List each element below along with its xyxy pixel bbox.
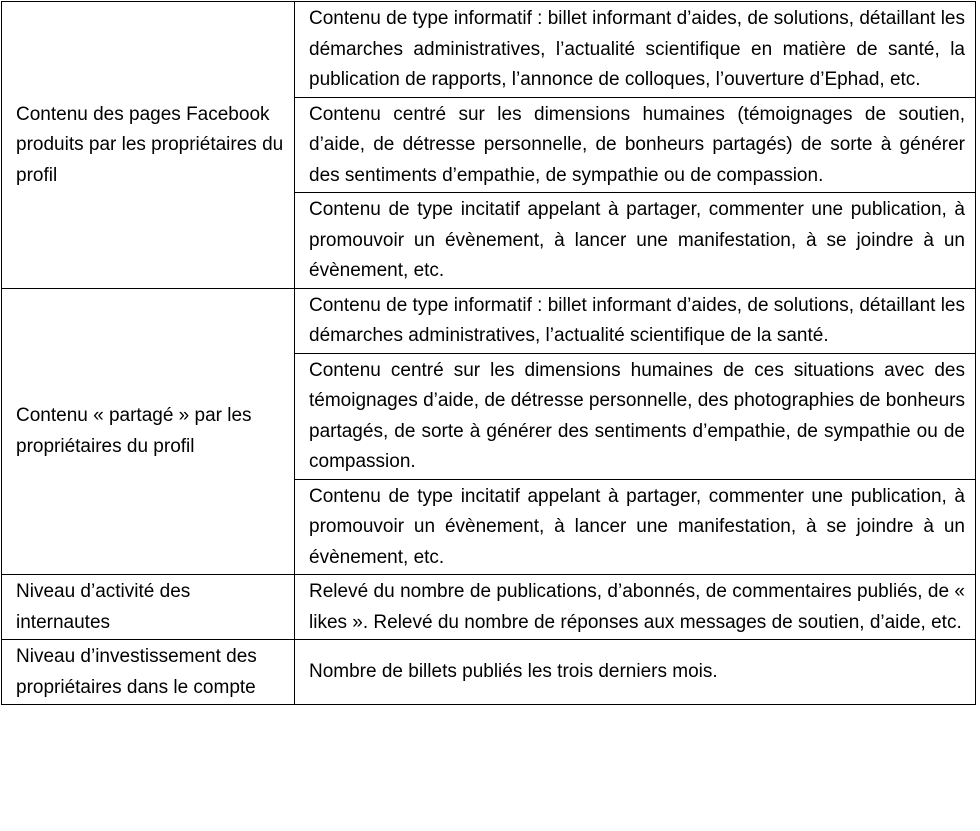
table-row (2, 2, 976, 98)
table-row (2, 575, 976, 640)
description-cell: Contenu de type informatif : billet informant d’aides, de solutions, détaillant les démarches administratives, l’actualité scientifique en matière de santé, la publication de rapports, l’annonce de colloques, l’ouverture d’Ephad, etc. (295, 2, 976, 98)
description-cell: Relevé du nombre de publications, d’abonnés, de commentaires publiés, de « likes ». Relevé du nombre de réponses aux messages de soutien, d’aide, etc. (295, 575, 976, 640)
content-analysis-table (1, 1, 976, 705)
row-label-activite-internautes: Niveau d’activité des internautes (2, 575, 295, 640)
row-label-investissement-proprietaires: Niveau d’investissement des propriétaires dans le compte (2, 640, 295, 705)
description-cell: Nombre de billets publiés les trois derniers mois. (295, 640, 976, 705)
row-label-contenu-partage: Contenu « partagé » par les propriétaires du profil (2, 288, 295, 575)
description-cell: Contenu centré sur les dimensions humaines de ces situations avec des témoignages d’aide, de détresse personnelle, des photographies de bonheurs partagés, de sorte à générer des sentiments d’empathie, de sympathie ou de compassion. (295, 353, 976, 479)
table-row (2, 288, 976, 353)
description-cell: Contenu de type incitatif appelant à partager, commenter une publication, à promouvoir un évènement, à lancer une manifestation, à se joindre à un évènement, etc. (295, 479, 976, 575)
row-label-pages-produits: Contenu des pages Facebook produits par les propriétaires du profil (2, 2, 295, 289)
description-cell: Contenu de type incitatif appelant à partager, commenter une publication, à promouvoir un évènement, à lancer une manifestation, à se joindre à un évènement, etc. (295, 193, 976, 289)
table-row (2, 640, 976, 705)
description-cell: Contenu de type informatif : billet informant d’aides, de solutions, détaillant les démarches administratives, l’actualité scientifique de la santé. (295, 288, 976, 353)
description-cell: Contenu centré sur les dimensions humaines (témoignages de soutien, d’aide, de détresse personnelle, de bonheurs partagés) de sorte à générer des sentiments d’empathie, de sympathie ou de compassion. (295, 97, 976, 193)
